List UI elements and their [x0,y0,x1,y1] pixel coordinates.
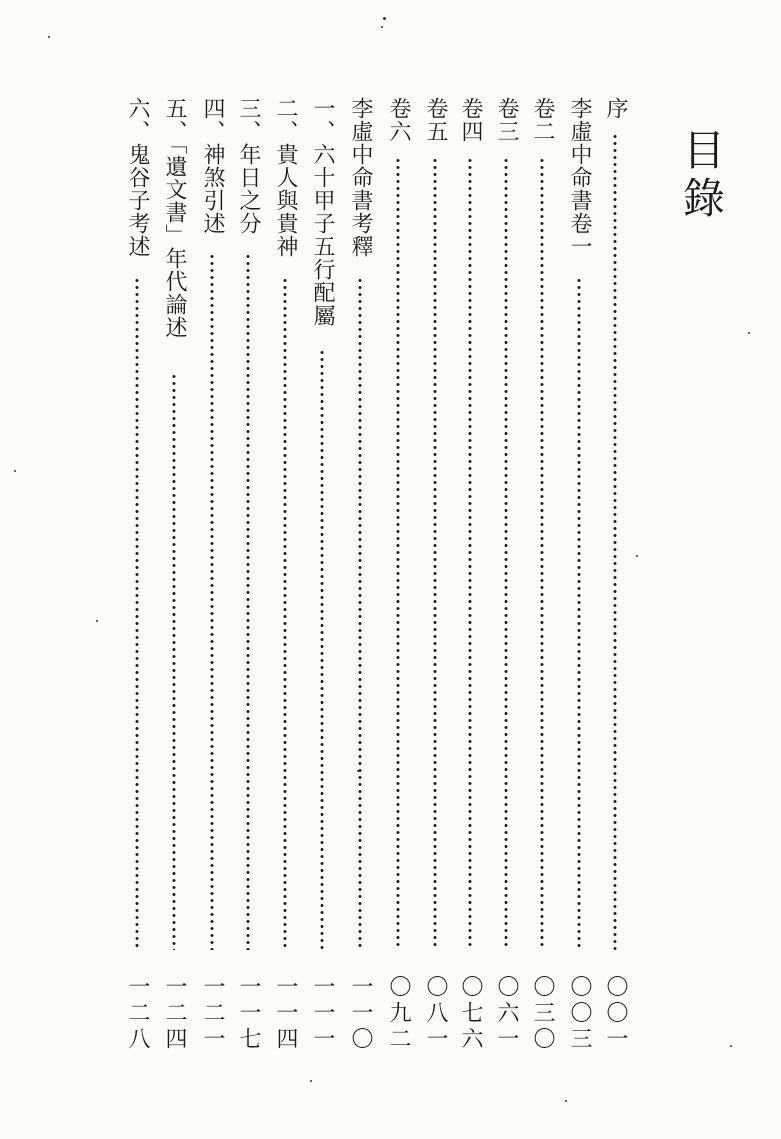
toc-leader-dots [504,157,508,950]
toc-leader-dots [283,277,287,950]
scan-speck [310,1080,312,1082]
toc-entry-label: 卷二 [530,97,555,143]
toc-entry-label: 卷六 [386,97,411,143]
toc-entry-page: 一一四 [273,975,298,1053]
toc-leader-dots [396,157,400,950]
scan-speck [383,17,386,20]
scan-speck [48,36,50,38]
scan-speck [730,1045,732,1047]
scan-speck [636,555,638,557]
toc-entry-label: 二、貴人與貴神 [273,97,298,258]
toc-leader-dots [172,373,176,950]
toc-title: 目錄 [677,128,726,224]
toc-entry-label: 卷四 [458,97,483,143]
toc-entry-page: 〇九二 [386,975,411,1053]
toc-entry-label: 四、神煞引述 [200,97,225,235]
toc-entry-page: 一一七 [236,975,261,1053]
toc-entry-page: 〇八一 [423,975,448,1053]
toc-entry-label: 李虛中命書卷一 [567,97,592,258]
toc-leader-dots [577,277,581,950]
toc-entry-label: 五、「遺文書」年代論述 [162,97,187,339]
scan-speck [381,26,383,28]
scan-speck [565,1100,567,1102]
toc-leader-dots [210,253,214,950]
toc-entry-page: 〇〇三 [567,975,592,1053]
toc-leader-dots [433,157,437,950]
toc-leader-dots [468,157,472,950]
toc-leader-dots [613,133,617,950]
toc-entry-page: 一一〇 [348,975,373,1053]
toc-entry-label: 卷五 [423,97,448,143]
toc-leader-dots [358,277,362,950]
toc-entry-page: 一二四 [162,975,187,1053]
toc-leader-dots [320,349,324,950]
toc-entry-label: 三、年日之分 [236,97,261,235]
toc-leader-dots [540,157,544,950]
toc-entry-label: 序 [603,97,628,120]
toc-entry-page: 〇〇一 [603,975,628,1053]
toc-entry-label: 李虛中命書考釋 [348,97,373,258]
scan-speck [357,770,359,772]
toc-entry-label: 六、鬼谷子考述 [125,97,150,258]
scan-speck [96,620,98,622]
toc-entry-label: 卷三 [494,97,519,143]
toc-entry-label: 一、六十甲子五行配屬 [310,97,335,327]
toc-entry-page: 〇七六 [458,975,483,1053]
toc-leader-dots [135,277,139,950]
toc-entry-page: 一一一 [310,975,335,1053]
scan-speck [748,332,750,334]
toc-entry-page: 一二一 [200,975,225,1053]
scan-speck [14,470,16,472]
toc-entry-page: 一二八 [125,975,150,1053]
toc-entry-page: 〇六一 [494,975,519,1053]
toc-entry-page: 〇三〇 [530,975,555,1053]
toc-leader-dots [246,253,250,950]
